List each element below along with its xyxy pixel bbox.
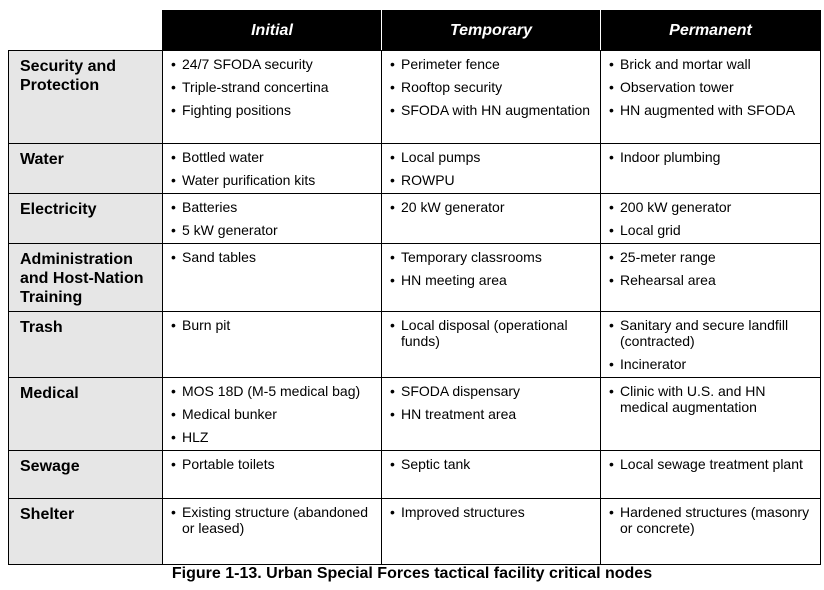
bullet-icon: • [171, 406, 176, 422]
list-item-text: Rehearsal area [620, 272, 716, 288]
bullet-list [390, 56, 596, 118]
table-row [9, 499, 821, 565]
list-item-text: Brick and mortar wall [620, 56, 751, 72]
list-item-text: HN meeting area [401, 272, 507, 288]
list-item [390, 149, 596, 165]
bullet-icon: • [171, 102, 176, 118]
bullet-icon: • [171, 149, 176, 165]
bullet-list [171, 199, 377, 238]
bullet-icon: • [171, 317, 176, 333]
list-item-text: Clinic with U.S. and HN medical augmentation [620, 383, 766, 415]
list-item-text: Bottled water [182, 149, 264, 165]
list-item-text: 5 kW generator [182, 222, 278, 238]
list-item [609, 149, 816, 165]
list-item-text: Indoor plumbing [620, 149, 721, 165]
bullet-list [171, 56, 377, 118]
bullet-icon: • [171, 504, 176, 520]
list-item-text: 200 kW generator [620, 199, 732, 215]
bullet-list [390, 504, 596, 520]
bullet-icon: • [609, 504, 614, 520]
bullet-icon: • [390, 199, 395, 215]
list-item [390, 172, 596, 188]
list-item-text: 24/7 SFODA security [182, 56, 313, 72]
bullet-icon: • [171, 383, 176, 399]
cell-permanent [601, 499, 821, 565]
bullet-icon: • [390, 504, 395, 520]
cell-permanent [601, 378, 821, 451]
list-item [171, 504, 377, 536]
bullet-icon: • [171, 79, 176, 95]
bullet-list [171, 504, 377, 536]
list-item-text: Local sewage treatment plant [620, 456, 803, 472]
list-item [390, 249, 596, 265]
row-header: Sewage [9, 451, 163, 499]
table-row [9, 194, 821, 244]
table-row [9, 244, 821, 312]
bullet-list [609, 504, 816, 536]
list-item [609, 456, 816, 472]
row-header: Water [9, 144, 163, 194]
bullet-icon: • [390, 149, 395, 165]
bullet-icon: • [171, 56, 176, 72]
list-item-text: SFODA with HN augmentation [401, 102, 591, 118]
list-item [609, 199, 816, 215]
cell-temporary [382, 378, 601, 451]
bullet-icon: • [609, 249, 614, 265]
list-item-text: Rooftop security [401, 79, 503, 95]
bullet-list [609, 249, 816, 288]
bullet-icon: • [609, 383, 614, 399]
list-item [609, 56, 816, 72]
table-row [9, 144, 821, 194]
bullet-icon: • [390, 272, 395, 288]
cell-permanent [601, 194, 821, 244]
critical-nodes-table [8, 10, 821, 565]
list-item [390, 56, 596, 72]
list-item-text: Existing structure (abandoned or leased) [182, 504, 368, 536]
cell-temporary [382, 312, 601, 378]
bullet-icon: • [171, 222, 176, 238]
table-row [9, 312, 821, 378]
bullet-list [171, 317, 377, 333]
cell-initial [163, 451, 382, 499]
list-item-text: Fighting positions [182, 102, 291, 118]
bullet-list [609, 149, 816, 165]
cell-initial [163, 499, 382, 565]
cell-permanent [601, 51, 821, 144]
list-item [609, 504, 816, 536]
list-item [390, 504, 596, 520]
list-item-text: Sanitary and secure landfill (contracted) [620, 317, 789, 349]
list-item [390, 272, 596, 288]
list-item-text: Temporary classrooms [401, 249, 542, 265]
list-item [171, 383, 377, 399]
bullet-icon: • [609, 222, 614, 238]
list-item-text: Water purification kits [182, 172, 316, 188]
cell-temporary [382, 244, 601, 312]
bullet-icon: • [390, 456, 395, 472]
row-header: Trash [9, 312, 163, 378]
list-item-text: Improved structures [401, 504, 525, 520]
column-header-initial: Initial [163, 11, 382, 51]
bullet-list [609, 199, 816, 238]
row-header: Medical [9, 378, 163, 451]
figure-caption: Figure 1-13. Urban Special Forces tactical facility critical nodes [171, 565, 653, 582]
list-item [390, 383, 596, 399]
list-item-text: Perimeter fence [401, 56, 500, 72]
cell-permanent [601, 451, 821, 499]
bullet-icon: • [171, 429, 176, 445]
bullet-icon: • [171, 199, 176, 215]
list-item-text: Local disposal (operational funds) [401, 317, 568, 349]
bullet-icon: • [609, 356, 614, 372]
cell-initial [163, 312, 382, 378]
cell-permanent [601, 144, 821, 194]
list-item [390, 406, 596, 422]
list-item [609, 249, 816, 265]
cell-permanent [601, 244, 821, 312]
list-item [390, 102, 596, 118]
list-item [171, 429, 377, 445]
bullet-list [390, 317, 596, 349]
bullet-icon: • [390, 56, 395, 72]
bullet-icon: • [390, 102, 395, 118]
bullet-list [390, 149, 596, 188]
list-item [171, 249, 377, 265]
list-item-text: ROWPU [401, 172, 455, 188]
bullet-icon: • [171, 249, 176, 265]
bullet-icon: • [390, 172, 395, 188]
bullet-icon: • [609, 56, 614, 72]
bullet-icon: • [390, 249, 395, 265]
cell-permanent [601, 312, 821, 378]
row-header: Electricity [9, 194, 163, 244]
bullet-list [390, 249, 596, 288]
list-item [609, 102, 816, 118]
list-item [171, 456, 377, 472]
column-header-temporary: Temporary [382, 11, 601, 51]
list-item-text: Incinerator [620, 356, 687, 372]
list-item-text: Medical bunker [182, 406, 277, 422]
list-item-text: MOS 18D (M-5 medical bag) [182, 383, 361, 399]
bullet-icon: • [171, 172, 176, 188]
list-item-text: Local grid [620, 222, 681, 238]
bullet-icon: • [390, 406, 395, 422]
list-item [171, 406, 377, 422]
list-item-text: Batteries [182, 199, 238, 215]
bullet-icon: • [171, 456, 176, 472]
list-item-text: HLZ [182, 429, 209, 445]
bullet-list [171, 383, 377, 445]
list-item [171, 317, 377, 333]
list-item [609, 272, 816, 288]
list-item [171, 199, 377, 215]
bullet-icon: • [609, 149, 614, 165]
bullet-list [390, 199, 596, 215]
cell-initial [163, 378, 382, 451]
bullet-icon: • [390, 383, 395, 399]
list-item-text: HN treatment area [401, 406, 517, 422]
list-item-text: 25-meter range [620, 249, 716, 265]
list-item-text: Septic tank [401, 456, 471, 472]
list-item [390, 199, 596, 215]
bullet-list [171, 249, 377, 265]
list-item-text: 20 kW generator [401, 199, 505, 215]
row-header: Security and Protection [9, 51, 163, 144]
header-corner-cell [9, 11, 163, 51]
cell-temporary [382, 51, 601, 144]
list-item [609, 383, 816, 415]
column-header-permanent: Permanent [601, 11, 821, 51]
table-row [9, 378, 821, 451]
table-row [9, 451, 821, 499]
list-item [609, 222, 816, 238]
list-item-text: Hardened structures (masonry or concrete) [620, 504, 810, 536]
list-item [171, 149, 377, 165]
bullet-icon: • [609, 456, 614, 472]
header-row [9, 11, 821, 51]
bullet-icon: • [609, 199, 614, 215]
list-item-text: HN augmented with SFODA [620, 102, 796, 118]
list-item [609, 317, 816, 349]
list-item [609, 356, 816, 372]
bullet-list [609, 383, 816, 415]
bullet-icon: • [390, 79, 395, 95]
bullet-icon: • [609, 79, 614, 95]
cell-initial [163, 244, 382, 312]
list-item-text: Burn pit [182, 317, 231, 333]
cell-initial [163, 194, 382, 244]
list-item-text: Sand tables [182, 249, 256, 265]
bullet-list [171, 149, 377, 188]
list-item-text: Local pumps [401, 149, 481, 165]
row-header: Shelter [9, 499, 163, 565]
cell-temporary [382, 451, 601, 499]
bullet-icon: • [609, 272, 614, 288]
list-item [171, 222, 377, 238]
bullet-list [390, 383, 596, 422]
list-item [390, 456, 596, 472]
list-item-text: Observation tower [620, 79, 734, 95]
bullet-list [609, 456, 816, 472]
table-row [9, 51, 821, 144]
list-item [609, 79, 816, 95]
list-item-text: Triple-strand concertina [182, 79, 329, 95]
bullet-icon: • [609, 317, 614, 333]
bullet-list [609, 317, 816, 372]
bullet-icon: • [390, 317, 395, 333]
list-item-text: Portable toilets [182, 456, 275, 472]
bullet-list [171, 456, 377, 472]
list-item [171, 102, 377, 118]
cell-initial [163, 51, 382, 144]
row-header: Administration and Host-Nation Training [9, 244, 163, 312]
cell-temporary [382, 144, 601, 194]
bullet-list [609, 56, 816, 118]
list-item [171, 79, 377, 95]
list-item [390, 317, 596, 349]
cell-temporary [382, 499, 601, 565]
list-item-text: SFODA dispensary [401, 383, 521, 399]
bullet-list [390, 456, 596, 472]
list-item [171, 172, 377, 188]
cell-initial [163, 144, 382, 194]
list-item [171, 56, 377, 72]
list-item [390, 79, 596, 95]
bullet-icon: • [609, 102, 614, 118]
cell-temporary [382, 194, 601, 244]
